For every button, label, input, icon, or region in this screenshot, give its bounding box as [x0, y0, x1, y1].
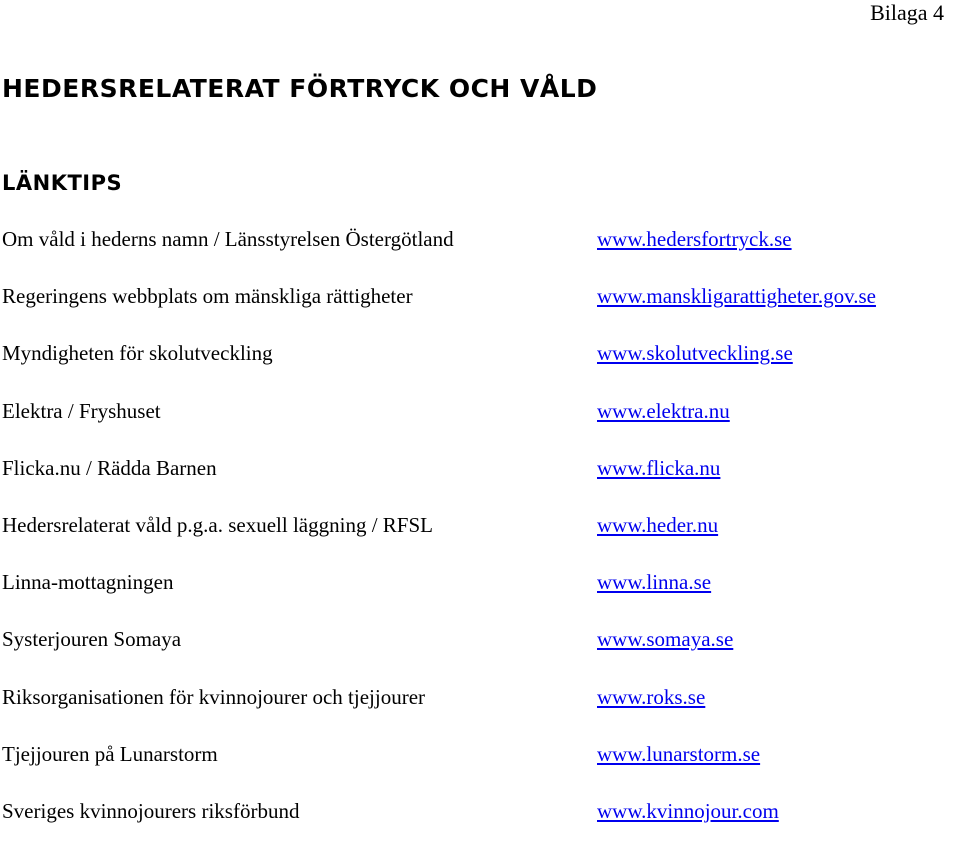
organization-link[interactable]: www.elektra.nu — [597, 398, 730, 423]
organization-link[interactable]: www.manskligarattigheter.gov.se — [597, 284, 876, 309]
link-row — [0, 281, 960, 338]
organization-link[interactable]: www.skolutveckling.se — [597, 341, 793, 366]
organization-link[interactable]: www.kvinnojour.com — [597, 798, 779, 823]
organization-name: Systerjouren Somaya — [2, 627, 182, 652]
organization-link[interactable]: www.heder.nu — [597, 512, 719, 537]
organization-name: Sveriges kvinnojourers riksförbund — [2, 798, 300, 823]
link-row — [0, 224, 960, 281]
organization-name: Flicka.nu / Rädda Barnen — [2, 455, 217, 480]
organization-name: Regeringens webbplats om mänskliga rättigheter — [2, 284, 413, 309]
link-row — [0, 338, 960, 395]
link-row — [0, 682, 960, 739]
organization-name: Hedersrelaterat våld p.g.a. sexuell läggning / RFSL — [2, 512, 433, 537]
section-title: LÄNKTIPS — [2, 171, 123, 195]
link-row — [0, 567, 960, 624]
organization-link[interactable]: www.linna.se — [597, 570, 712, 595]
link-row — [0, 510, 960, 567]
page-title: HEDERSRELATERAT FÖRTRYCK OCH VÅLD — [2, 74, 598, 103]
organization-name: Om våld i hederns namn / Länsstyrelsen Östergötland — [2, 227, 454, 251]
appendix-label: Bilaga 4 — [870, 0, 944, 25]
organization-name: Riksorganisationen för kvinnojourer och tjejjourer — [2, 684, 426, 709]
organization-name: Myndigheten för skolutveckling — [2, 341, 273, 366]
organization-link[interactable]: www.flicka.nu — [597, 455, 721, 480]
organization-name: Linna-mottagningen — [2, 570, 174, 595]
link-row — [0, 396, 960, 453]
link-row — [0, 796, 960, 853]
organization-link[interactable]: www.hedersfortryck.se — [597, 227, 792, 251]
link-list — [0, 224, 960, 853]
link-row — [0, 624, 960, 681]
organization-link[interactable]: www.lunarstorm.se — [597, 741, 761, 766]
link-row — [0, 453, 960, 510]
organization-name: Elektra / Fryshuset — [2, 398, 161, 423]
organization-link[interactable]: www.roks.se — [597, 684, 706, 709]
organization-link[interactable]: www.somaya.se — [597, 627, 734, 652]
organization-name: Tjejjouren på Lunarstorm — [2, 741, 218, 766]
link-row — [0, 739, 960, 796]
